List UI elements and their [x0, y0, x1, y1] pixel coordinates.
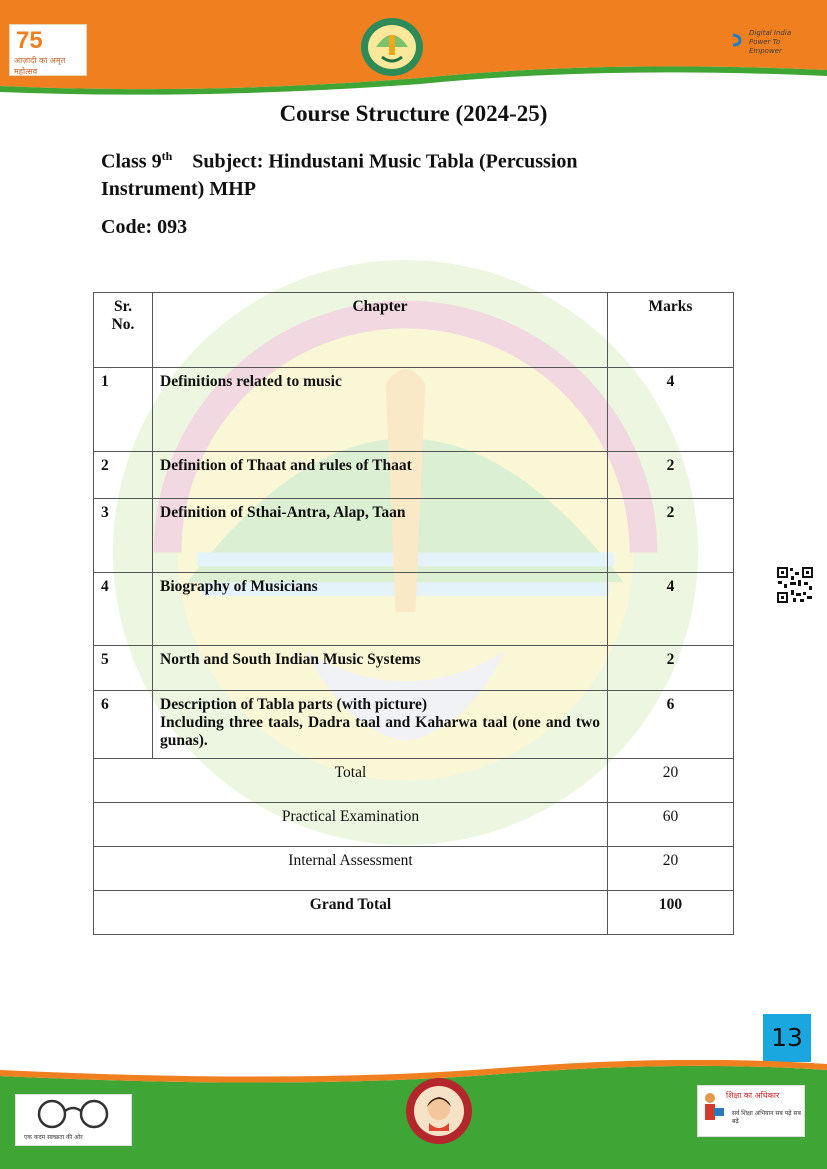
page-number: 13 — [763, 1014, 811, 1062]
internal-row — [94, 847, 734, 891]
shiksha-text: सर्व शिक्षा अभियान सब पढ़ें सब बढ़ें — [732, 1110, 801, 1125]
internal-label: Internal Assessment — [94, 847, 608, 891]
hbse-emblem-icon — [360, 17, 424, 77]
row-chapter-title: Description of Tabla parts (with picture) — [160, 696, 428, 713]
right-to-education-logo — [697, 1085, 805, 1137]
grand-total-label: Grand Total — [94, 891, 608, 935]
course-code: Code: 093 — [101, 216, 188, 238]
class-superscript: th — [161, 149, 173, 163]
page-title: Course Structure (2024-25) — [279, 101, 548, 126]
total-label: Total — [94, 759, 608, 803]
children-reading-icon — [702, 1090, 726, 1130]
total-row — [94, 759, 734, 803]
table-row — [94, 573, 734, 646]
table-row — [94, 452, 734, 499]
row-marks: 2 — [608, 646, 734, 691]
header-chapter: Chapter — [153, 293, 608, 368]
row-sr: 3 — [94, 499, 153, 573]
row-marks: 4 — [608, 573, 734, 646]
row-sr: 6 — [94, 691, 153, 759]
total-marks: 20 — [608, 759, 734, 803]
azadi-text: आज़ादी का अमृत महोत्सव — [14, 56, 66, 76]
digital-india-tagline: Power To Empower — [749, 38, 782, 55]
row-marks: 6 — [608, 691, 734, 759]
practical-marks: 60 — [608, 803, 734, 847]
row-chapter: North and South Indian Music Systems — [153, 646, 608, 691]
practical-row — [94, 803, 734, 847]
table-row — [94, 499, 734, 573]
table-row — [94, 691, 734, 759]
grand-total-row — [94, 891, 734, 935]
row-marks: 2 — [608, 452, 734, 499]
azadi-number: 75 — [16, 27, 43, 54]
practical-label: Practical Examination — [94, 803, 608, 847]
row-chapter — [153, 691, 608, 759]
shiksha-title: शिक्षा का अधिकार — [726, 1091, 780, 1100]
row-sr: 2 — [94, 452, 153, 499]
subject-line-1: Subject: Hindustani Music Tabla (Percussion — [192, 150, 578, 173]
row-sr: 4 — [94, 573, 153, 646]
row-chapter: Biography of Musicians — [153, 573, 608, 646]
digital-india-text: Digital India — [749, 29, 792, 37]
beti-bachao-icon — [405, 1077, 473, 1145]
grand-total-marks: 100 — [608, 891, 734, 935]
azadi-ka-amrit-mahotsav-logo — [9, 24, 87, 76]
row-chapter: Definition of Sthai-Antra, Alap, Taan — [153, 499, 608, 573]
subject-line-2: Instrument) MHP — [101, 178, 256, 200]
digital-india-logo — [727, 25, 799, 57]
table-header-row — [94, 293, 734, 368]
row-chapter-extra: Including three taals, Dadra taal and Kaharwa taal (one and two gunas). — [160, 714, 600, 749]
swachh-bharat-caption: एक कदम स्वच्छता की ओर — [24, 1134, 83, 1141]
table-row — [94, 646, 734, 691]
table-row — [94, 368, 734, 452]
swachh-bharat-logo — [15, 1094, 132, 1146]
row-chapter: Definition of Thaat and rules of Thaat — [153, 452, 608, 499]
class-subject-line — [101, 149, 578, 174]
row-marks: 2 — [608, 499, 734, 573]
row-sr: 1 — [94, 368, 153, 452]
row-sr: 5 — [94, 646, 153, 691]
header-marks: Marks — [608, 293, 734, 368]
row-chapter: Definitions related to music — [153, 368, 608, 452]
class-label: Class 9 — [101, 150, 162, 173]
header-sr-no: Sr. No. — [94, 293, 153, 368]
qr-code-icon — [776, 566, 814, 604]
digital-india-icon — [729, 27, 747, 53]
internal-marks: 20 — [608, 847, 734, 891]
row-marks: 4 — [608, 368, 734, 452]
gandhi-glasses-icon — [30, 1099, 116, 1129]
course-structure-table — [93, 292, 734, 935]
